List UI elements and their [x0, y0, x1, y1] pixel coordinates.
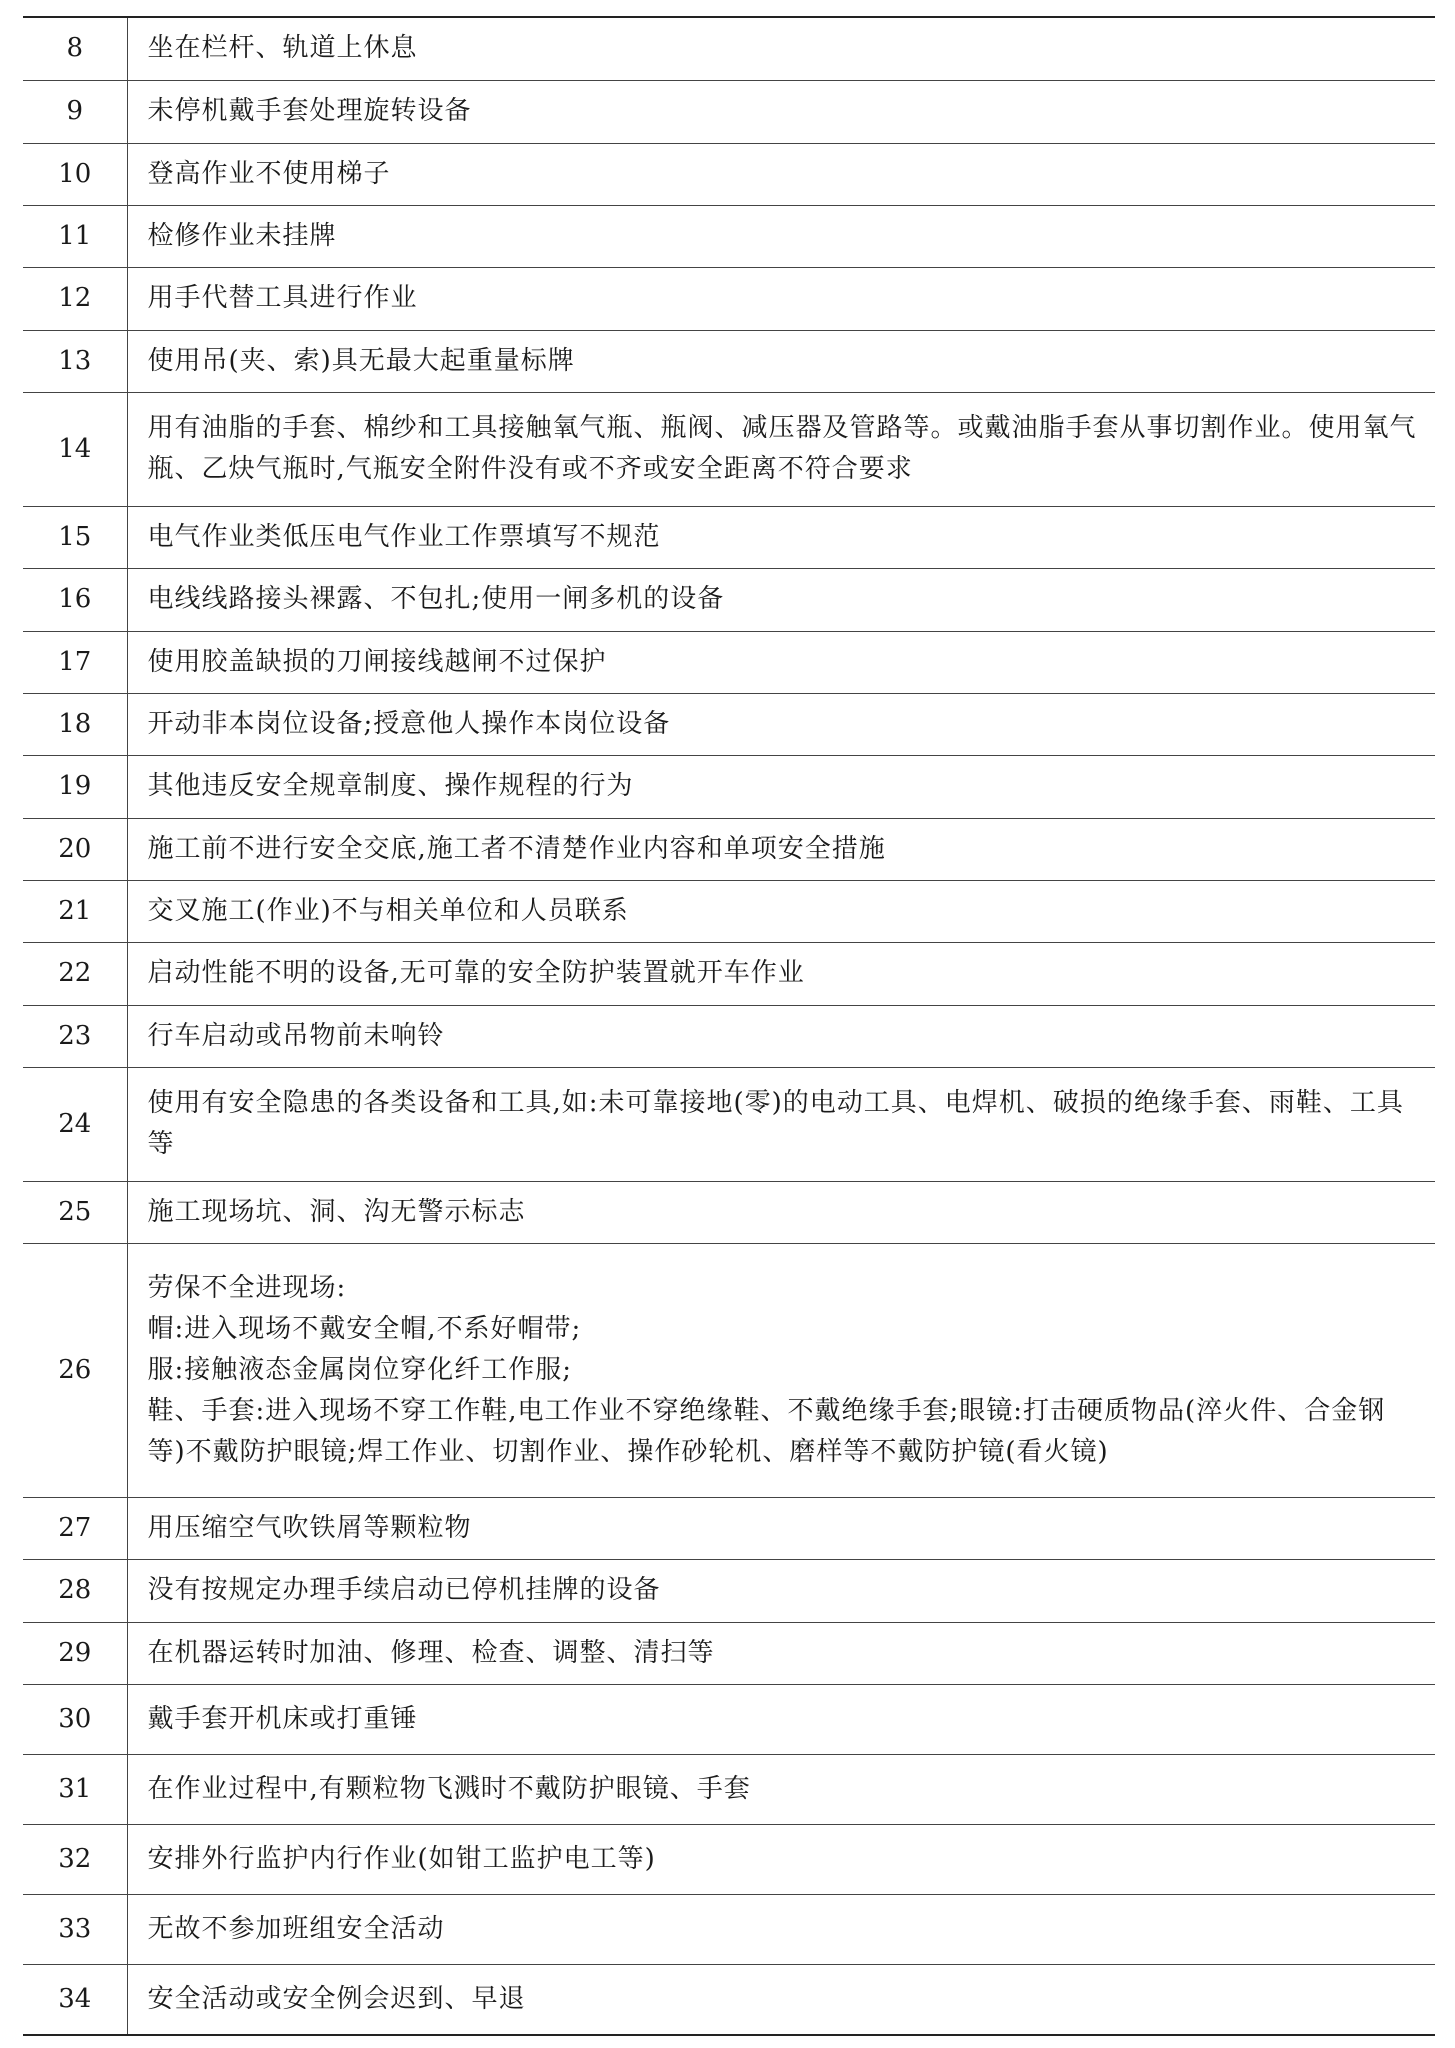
row-description: 电气作业类低压电气作业工作票填写不规范	[127, 506, 1435, 568]
row-number: 15	[23, 506, 127, 568]
row-description: 使用胶盖缺损的刀闸接线越闸不过保护	[127, 631, 1435, 693]
row-number: 11	[23, 205, 127, 267]
table-row	[23, 1559, 1435, 1622]
row-number: 27	[23, 1497, 127, 1559]
table-row	[23, 143, 1435, 205]
violations-table-body	[23, 18, 1435, 2034]
table-row	[23, 942, 1435, 1005]
table-row	[23, 818, 1435, 880]
row-description: 安排外行监护内行作业(如钳工监护电工等)	[127, 1824, 1435, 1894]
table-row	[23, 205, 1435, 267]
row-description: 使用吊(夹、索)具无最大起重量标牌	[127, 330, 1435, 392]
table-row	[23, 392, 1435, 506]
row-description: 劳保不全进现场: 帽:进入现场不戴安全帽,不系好帽带; 服:接触液态金属岗位穿化纤工作服; 鞋、手套:进入现场不穿工作鞋,电工作业不穿绝缘鞋、不戴绝缘手套;眼镜:打击硬质物品(淬火件、合金钢等)不戴防护眼镜;焊工作业、切割作业、操作砂轮机、磨样等不戴防护镜(看火镜)	[127, 1243, 1435, 1497]
row-number: 25	[23, 1181, 127, 1243]
row-description: 其他违反安全规章制度、操作规程的行为	[127, 755, 1435, 818]
row-number: 28	[23, 1559, 127, 1622]
table-row	[23, 267, 1435, 330]
row-number: 26	[23, 1243, 127, 1497]
table-row	[23, 506, 1435, 568]
row-description: 行车启动或吊物前未响铃	[127, 1005, 1435, 1067]
row-description: 施工现场坑、洞、沟无警示标志	[127, 1181, 1435, 1243]
table-row	[23, 1497, 1435, 1559]
violations-table	[23, 18, 1435, 2034]
table-row	[23, 18, 1435, 80]
row-description: 启动性能不明的设备,无可靠的安全防护装置就开车作业	[127, 942, 1435, 1005]
table-row	[23, 1622, 1435, 1684]
row-number: 31	[23, 1754, 127, 1824]
row-description: 交叉施工(作业)不与相关单位和人员联系	[127, 880, 1435, 942]
row-number: 10	[23, 143, 127, 205]
row-description: 使用有安全隐患的各类设备和工具,如:未可靠接地(零)的电动工具、电焊机、破损的绝缘手套、雨鞋、工具等	[127, 1067, 1435, 1181]
table-row	[23, 1684, 1435, 1754]
table-row	[23, 1181, 1435, 1243]
row-description: 坐在栏杆、轨道上休息	[147, 33, 418, 64]
table-row	[23, 1894, 1435, 1964]
row-number: 20	[23, 818, 127, 880]
row-description: 未停机戴手套处理旋转设备	[127, 80, 1435, 143]
row-number: 30	[23, 1684, 127, 1754]
row-number: 18	[23, 693, 127, 755]
table-row	[23, 330, 1435, 392]
row-description: 在机器运转时加油、修理、检查、调整、清扫等	[127, 1622, 1435, 1684]
table-row	[23, 693, 1435, 755]
row-number: 34	[23, 1964, 127, 2034]
table-row	[23, 755, 1435, 818]
row-number: 22	[23, 942, 127, 1005]
table-row	[23, 880, 1435, 942]
row-number: 8	[23, 18, 127, 80]
row-description: 施工前不进行安全交底,施工者不清楚作业内容和单项安全措施	[127, 818, 1435, 880]
row-number: 19	[23, 755, 127, 818]
row-description: 开动非本岗位设备;授意他人操作本岗位设备	[127, 693, 1435, 755]
row-description: 检修作业未挂牌	[127, 205, 1435, 267]
row-number: 16	[23, 568, 127, 631]
rules-table-container	[23, 16, 1435, 2036]
row-description: 用手代替工具进行作业	[127, 267, 1435, 330]
row-description: 没有按规定办理手续启动已停机挂牌的设备	[127, 1559, 1435, 1622]
row-description: 登高作业不使用梯子	[127, 143, 1435, 205]
row-description: 无故不参加班组安全活动	[127, 1894, 1435, 1964]
row-number: 23	[23, 1005, 127, 1067]
row-number: 33	[23, 1894, 127, 1964]
row-description: 用有油脂的手套、棉纱和工具接触氧气瓶、瓶阀、减压器及管路等。或戴油脂手套从事切割作业。使用氧气瓶、乙炔气瓶时,气瓶安全附件没有或不齐或安全距离不符合要求	[127, 392, 1435, 506]
row-description: 戴手套开机床或打重锤	[127, 1684, 1435, 1754]
row-number: 21	[23, 880, 127, 942]
row-description: 安全活动或安全例会迟到、早退	[127, 1964, 1435, 2034]
row-number: 12	[23, 267, 127, 330]
row-number: 13	[23, 330, 127, 392]
row-number: 24	[23, 1067, 127, 1181]
table-row	[23, 631, 1435, 693]
table-row	[23, 1067, 1435, 1181]
table-row	[23, 568, 1435, 631]
row-number: 17	[23, 631, 127, 693]
table-row	[23, 1824, 1435, 1894]
table-row	[23, 1754, 1435, 1824]
row-description: 在作业过程中,有颗粒物飞溅时不戴防护眼镜、手套	[127, 1754, 1435, 1824]
row-number: 9	[23, 80, 127, 143]
table-row	[23, 80, 1435, 143]
table-row	[23, 1005, 1435, 1067]
table-row	[23, 1243, 1435, 1497]
row-number: 14	[23, 392, 127, 506]
row-number: 32	[23, 1824, 127, 1894]
row-description: 电线线路接头裸露、不包扎;使用一闸多机的设备	[127, 568, 1435, 631]
row-number: 29	[23, 1622, 127, 1684]
table-row	[23, 1964, 1435, 2034]
row-description: 用压缩空气吹铁屑等颗粒物	[127, 1497, 1435, 1559]
